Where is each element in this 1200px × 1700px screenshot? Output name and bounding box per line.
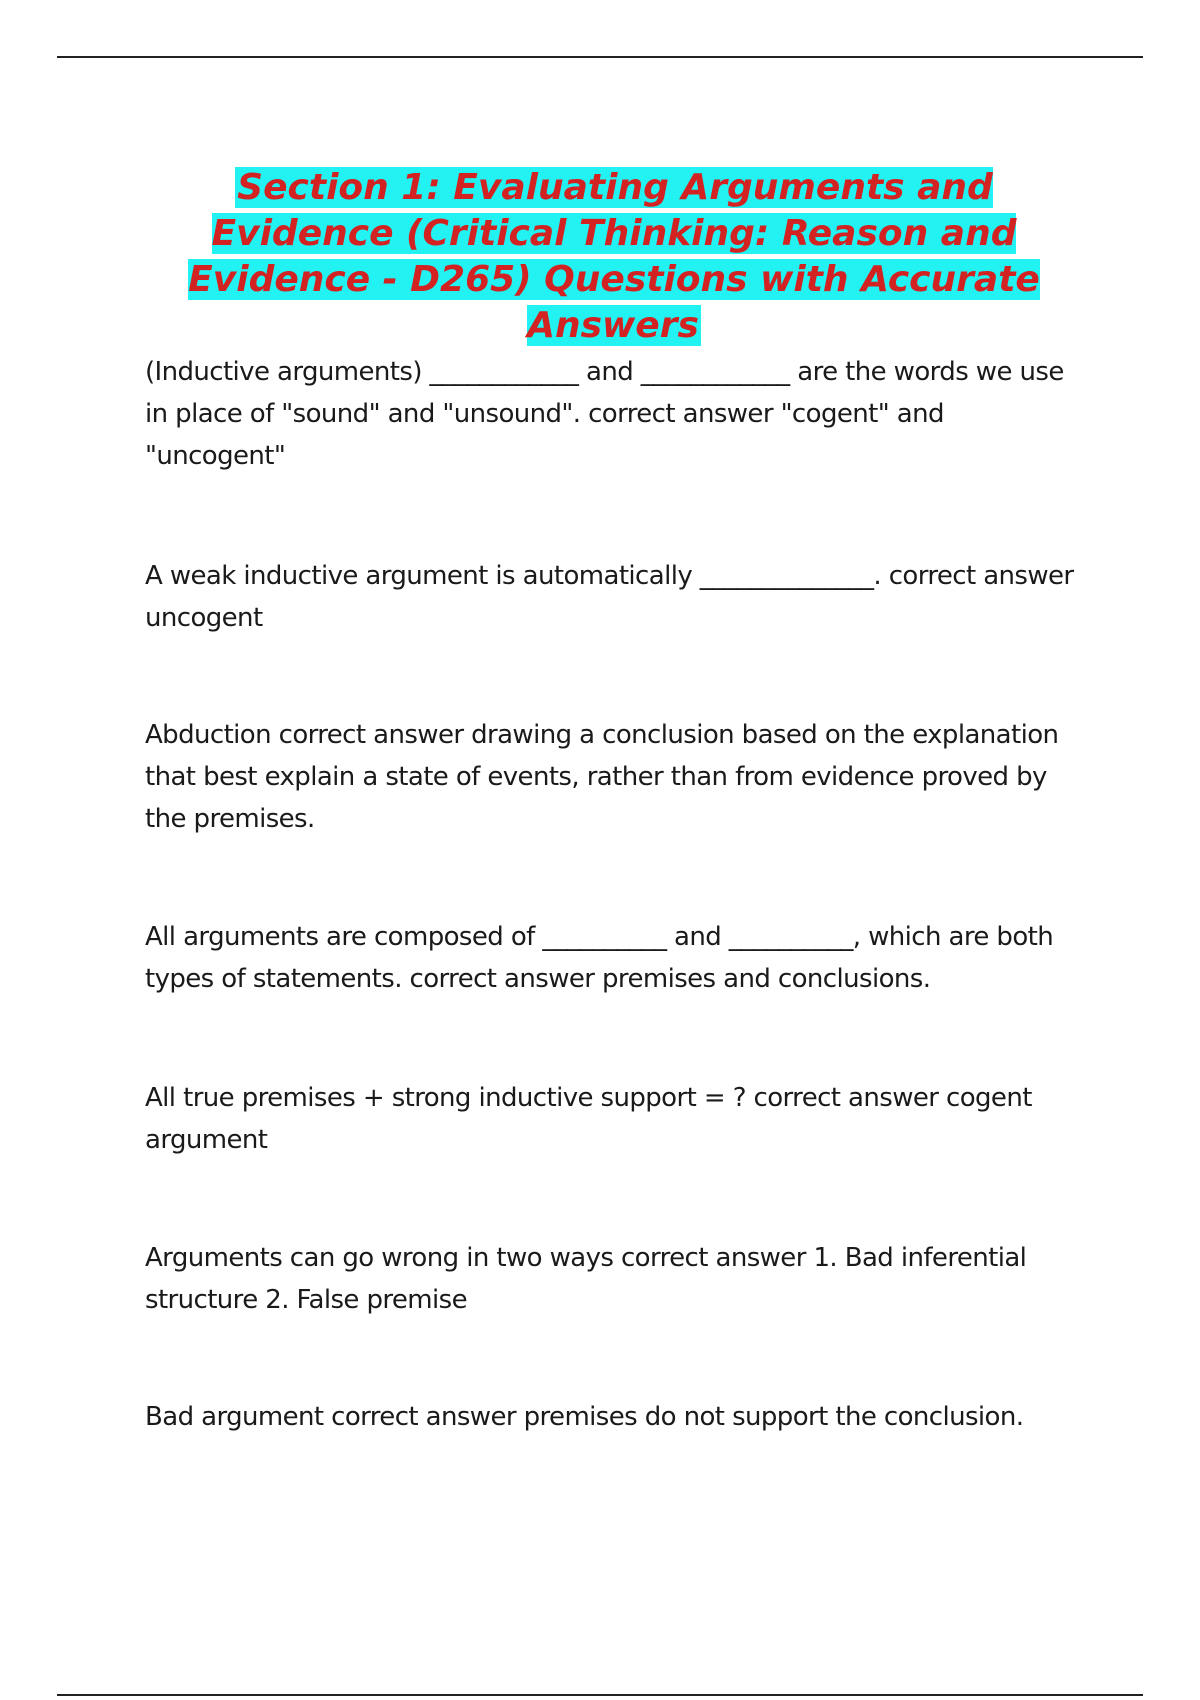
footer-rule <box>57 1694 1143 1696</box>
qa-entry: Arguments can go wrong in two ways correct answer 1. Bad inferential structure 2. False premise <box>145 1243 1027 1315</box>
document-title <box>170 165 1058 349</box>
header-rule <box>57 56 1143 58</box>
qa-entry: A weak inductive argument is automatically ______________. correct answer uncogent <box>145 561 1074 633</box>
qa-entry: All true premises + strong inductive support = ? correct answer cogent argument <box>145 1083 1032 1155</box>
qa-entry: Abduction correct answer drawing a conclusion based on the explanation that best explain a state of events, rather than from evidence proved by the premises. <box>145 720 1059 834</box>
qa-entry: Bad argument correct answer premises do not support the conclusion. <box>145 1402 1024 1432</box>
document-title-text: Section 1: Evaluating Arguments and Evidence (Critical Thinking: Reason and Evidence - D265) Questions with Accurate Answers <box>188 167 1040 346</box>
qa-entry: All arguments are composed of __________ and __________, which are both types of statements. correct answer premises and conclusions. <box>145 922 1054 994</box>
qa-entry: (Inductive arguments) ____________ and ____________ are the words we use in place of "sound" and "unsound". correct answer "cogent" and "uncogent" <box>145 357 1064 471</box>
